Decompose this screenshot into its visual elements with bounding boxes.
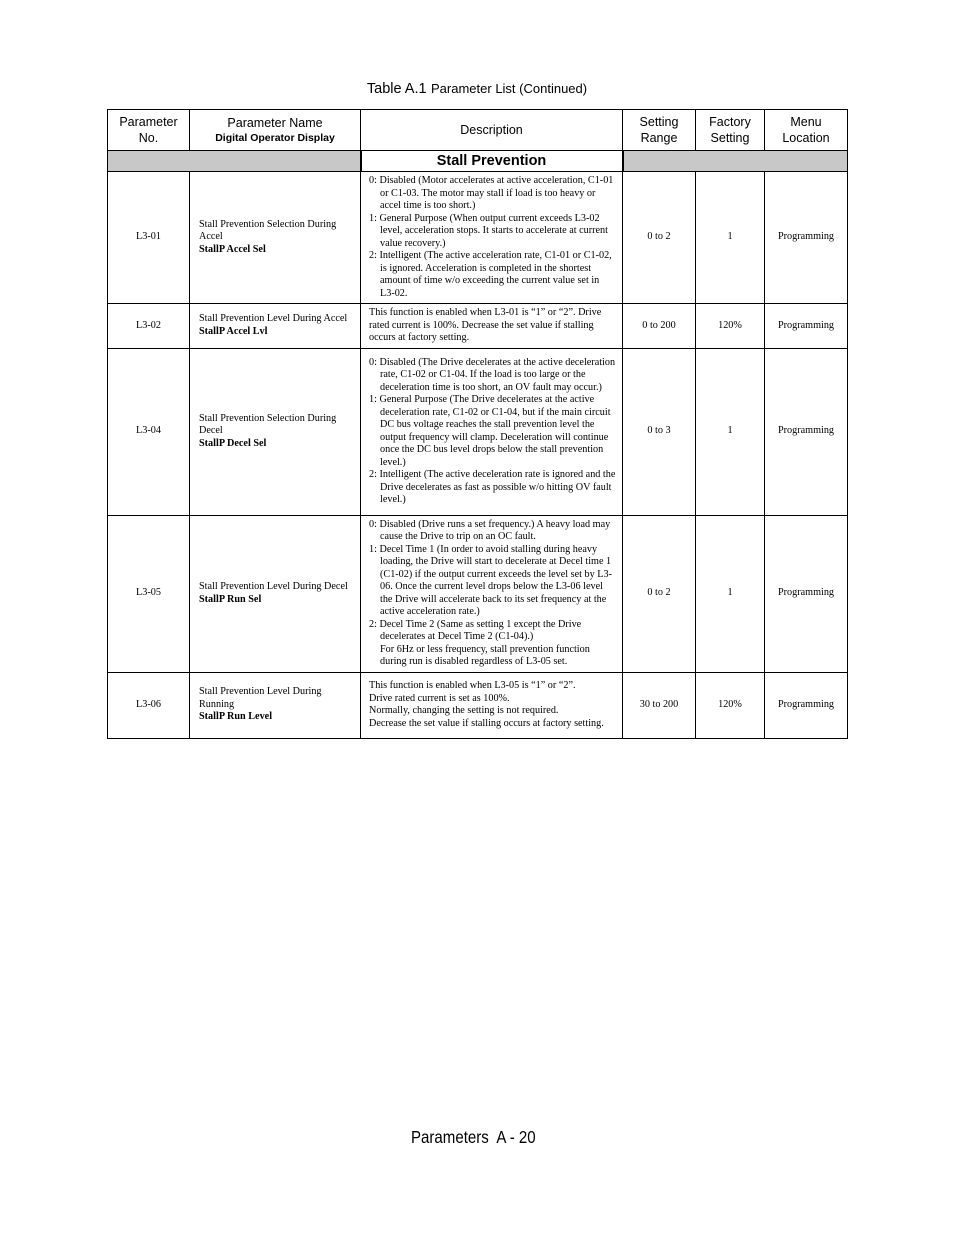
factory-setting: 1 bbox=[696, 348, 765, 515]
operator-display: StallP Decel Sel bbox=[199, 437, 267, 449]
param-name: Stall Prevention Level During Running StallP Run Level bbox=[190, 672, 361, 738]
header-parameter-name: Parameter Name Digital Operator Display bbox=[190, 110, 361, 151]
menu-location: Programming bbox=[765, 672, 848, 738]
factory-setting: 120% bbox=[696, 304, 765, 349]
section-fill-right bbox=[623, 151, 848, 172]
param-no: L3-02 bbox=[108, 304, 190, 349]
setting-range: 0 to 2 bbox=[623, 172, 696, 304]
header-operator-display: Digital Operator Display bbox=[215, 132, 335, 144]
header-menu-location: Menu Location bbox=[765, 110, 848, 151]
param-name: Stall Prevention Level During Accel StallP Accel Lvl bbox=[190, 304, 361, 349]
setting-range: 0 to 200 bbox=[623, 304, 696, 349]
param-name: Stall Prevention Selection During Decel StallP Decel Sel bbox=[190, 348, 361, 515]
factory-setting: 1 bbox=[696, 172, 765, 304]
table-row bbox=[108, 348, 848, 515]
param-description: This function is enabled when L3-01 is “1” or “2”. Drive rated current is 100%. Decrease the set value if stalling occurs at factory setting. bbox=[361, 304, 623, 349]
factory-setting: 1 bbox=[696, 515, 765, 672]
caption-prefix: Table A.1 bbox=[366, 81, 427, 97]
caption-title: Parameter List (Continued) bbox=[431, 81, 588, 96]
param-description: This function is enabled when L3-05 is “1” or “2”. Drive rated current is set as 100%. Normally, changing the setting is not required. Decrease the set value if stalling occurs at factory setting. bbox=[361, 672, 623, 738]
setting-range: 0 to 3 bbox=[623, 348, 696, 515]
table-caption bbox=[0, 80, 954, 98]
section-title: Stall Prevention bbox=[361, 151, 623, 172]
menu-location: Programming bbox=[765, 348, 848, 515]
operator-display: StallP Accel Lvl bbox=[199, 325, 268, 337]
menu-location: Programming bbox=[765, 304, 848, 349]
page-footer: Parameters A - 20 bbox=[411, 1127, 536, 1147]
setting-range: 0 to 2 bbox=[623, 515, 696, 672]
param-name: Stall Prevention Selection During Accel StallP Accel Sel bbox=[190, 172, 361, 304]
header-row bbox=[108, 110, 848, 151]
param-no: L3-04 bbox=[108, 348, 190, 515]
operator-display: StallP Run Level bbox=[199, 711, 273, 723]
factory-setting: 120% bbox=[696, 672, 765, 738]
table-row bbox=[108, 172, 848, 304]
param-no: L3-06 bbox=[108, 672, 190, 738]
header-factory-setting: Factory Setting bbox=[696, 110, 765, 151]
table-row bbox=[108, 304, 848, 349]
header-parameter-no: Parameter No. bbox=[108, 110, 190, 151]
setting-range: 30 to 200 bbox=[623, 672, 696, 738]
operator-display: StallP Run Sel bbox=[199, 593, 262, 605]
table-row bbox=[108, 672, 848, 738]
header-setting-range: Setting Range bbox=[623, 110, 696, 151]
param-description: 0: Disabled (Drive runs a set frequency.) A heavy load may cause the Drive to trip on an OC fault. 1: Decel Time 1 (In order to avoid stalling during heavy loading, the Drive will start to decelerate at Decel time 1 (C1-02) if the output current exceeds the level set by L3-06. Once the current level drops below the L3-06 level the Drive will accelerate back to its set frequency at the active acceleration rate.) 2: Decel Time 2 (Same as setting 1 except the Drive decelerates at Decel Time 2 (C1-04).) For 6Hz or less frequency, stall prevention function during run is disabled regardless of L3-05 set. bbox=[361, 515, 623, 672]
param-no: L3-01 bbox=[108, 172, 190, 304]
param-description: 0: Disabled (The Drive decelerates at the active deceleration rate, C1-02 or C1-04. If the load is too large or the deceleration time is too short, an OV fault may occur.) 1: General Purpose (The Drive decelerates at the active deceleration rate, C1-02 or C1-04, but if the main circuit DC bus voltage reaches the stall prevention level the output frequency will clamp. Deceleration will continue once the DC bus level drops below the stall prevention level.) 2: Intelligent (The active deceleration rate is ignored and the Drive decelerates as fast as possible w/o hitting OV fault level.) bbox=[361, 348, 623, 515]
section-fill-left bbox=[108, 151, 361, 172]
param-description: 0: Disabled (Motor accelerates at active acceleration, C1-01 or C1-03. The motor may stall if load is too heavy or accel time is too short.) 1: General Purpose (When output current exceeds L3-02 level, acceleration stops. It starts to accelerate at current value recovery.) 2: Intelligent (The active acceleration rate, C1-01 or C1-02, is ignored. Acceleration is completed in the shortest amount of time w/o exceeding the current value set in L3-02. bbox=[361, 172, 623, 304]
param-name: Stall Prevention Level During Decel StallP Run Sel bbox=[190, 515, 361, 672]
menu-location: Programming bbox=[765, 515, 848, 672]
header-description: Description bbox=[361, 110, 623, 151]
param-no: L3-05 bbox=[108, 515, 190, 672]
section-row bbox=[108, 151, 848, 172]
menu-location: Programming bbox=[765, 172, 848, 304]
operator-display: StallP Accel Sel bbox=[199, 243, 266, 255]
parameter-table bbox=[107, 109, 848, 739]
table-row bbox=[108, 515, 848, 672]
